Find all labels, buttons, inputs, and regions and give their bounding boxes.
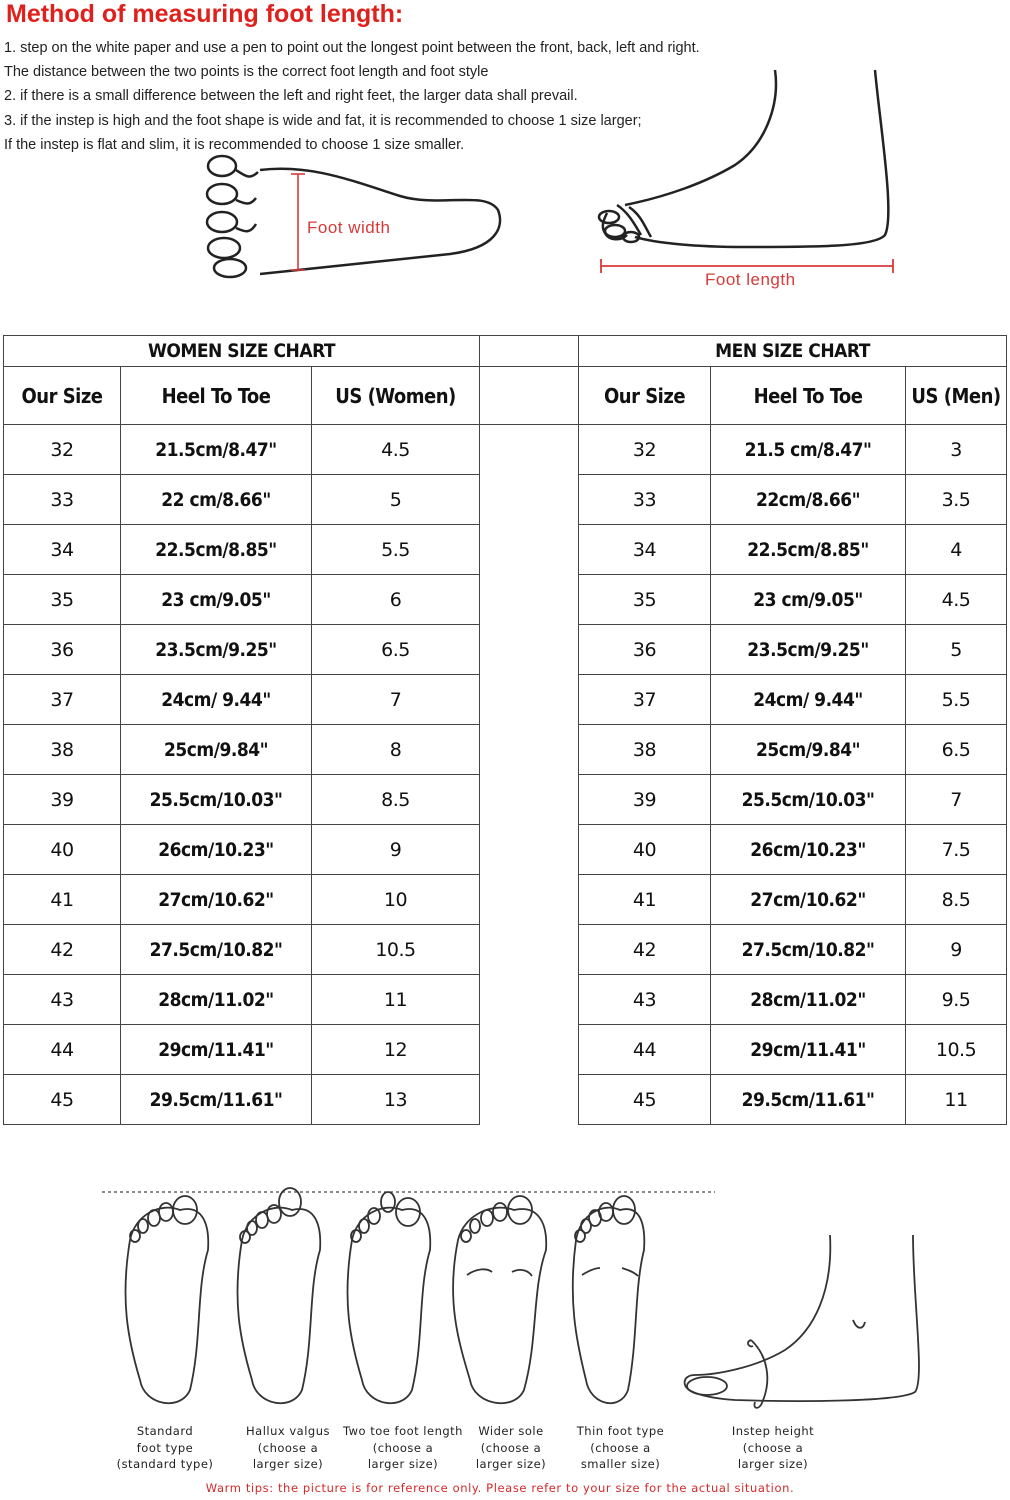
standard-foot-icon <box>125 1196 208 1403</box>
chart-separator <box>480 675 579 725</box>
chart-separator <box>480 975 579 1025</box>
size-chart-table <box>3 335 1007 1125</box>
chart-separator <box>480 475 579 525</box>
chart-separator <box>480 367 579 425</box>
page-title: Method of measuring foot length: <box>6 0 404 28</box>
column-header: Heel To Toe <box>121 367 312 425</box>
women-chart-title: WOMEN SIZE CHART <box>4 336 480 367</box>
column-header: Heel To Toe <box>711 367 906 425</box>
instruction-line: 1. step on the white paper and use a pen to point out the longest point between the front, back, left and right. <box>4 40 700 56</box>
table-cell: 29.5cm/11.61" <box>121 1075 312 1125</box>
instruction-line: 3. if the instep is high and the foot shape is wide and fat, it is recommended to choose 1 size larger; <box>4 112 642 129</box>
foot-type-label: Two toe foot length (choose a larger size) <box>343 1424 463 1471</box>
table-cell: 3.5 <box>906 475 1007 525</box>
table-cell: 6.5 <box>906 725 1007 775</box>
table-cell: 27cm/10.62" <box>711 875 906 925</box>
table-cell: 38 <box>4 725 121 775</box>
table-cell: 33 <box>4 475 121 525</box>
table-cell: 11 <box>312 975 480 1025</box>
table-cell: 24cm/ 9.44" <box>121 675 312 725</box>
table-cell: 25.5cm/10.03" <box>711 775 906 825</box>
table-cell: 32 <box>579 425 711 475</box>
column-header: Our Size <box>4 367 121 425</box>
table-cell: 10 <box>312 875 480 925</box>
table-row <box>4 725 1007 775</box>
table-cell: 21.5cm/8.47" <box>121 425 312 475</box>
table-cell: 23.5cm/9.25" <box>121 625 312 675</box>
table-cell: 27.5cm/10.82" <box>711 925 906 975</box>
table-cell: 35 <box>4 575 121 625</box>
table-row <box>4 1075 1007 1125</box>
instruction-line: If the instep is flat and slim, it is recommended to choose 1 size smaller. <box>4 136 465 153</box>
table-cell: 9.5 <box>906 975 1007 1025</box>
table-cell: 34 <box>4 525 121 575</box>
table-cell: 4.5 <box>906 575 1007 625</box>
table-cell: 27.5cm/10.82" <box>121 925 312 975</box>
table-row <box>4 575 1007 625</box>
table-cell: 43 <box>579 975 711 1025</box>
table-cell: 45 <box>4 1075 121 1125</box>
table-row <box>4 825 1007 875</box>
table-cell: 44 <box>579 1025 711 1075</box>
table-cell: 7 <box>906 775 1007 825</box>
chart-separator <box>480 875 579 925</box>
chart-separator <box>480 925 579 975</box>
table-cell: 5.5 <box>312 525 480 575</box>
table-cell: 40 <box>4 825 121 875</box>
chart-separator <box>480 825 579 875</box>
instruction-line: The distance between the two points is the correct foot length and foot style <box>4 64 489 81</box>
table-cell: 38 <box>579 725 711 775</box>
foot-type-label: Wider sole (choose a larger size) <box>475 1424 547 1471</box>
chart-separator <box>480 575 579 625</box>
table-cell: 22 cm/8.66" <box>121 475 312 525</box>
instruction-line: 2. if there is a small difference between the left and right feet, the larger data shall prevail. <box>4 88 578 105</box>
table-cell: 42 <box>579 925 711 975</box>
hallux-valgus-foot-icon <box>237 1188 320 1403</box>
chart-separator <box>480 425 579 475</box>
table-cell: 10.5 <box>906 1025 1007 1075</box>
men-chart-title: MEN SIZE CHART <box>579 336 1007 367</box>
table-cell: 9 <box>312 825 480 875</box>
table-row <box>4 675 1007 725</box>
table-cell: 29cm/11.41" <box>711 1025 906 1075</box>
table-cell: 35 <box>579 575 711 625</box>
table-cell: 39 <box>579 775 711 825</box>
column-header: Our Size <box>579 367 711 425</box>
table-cell: 21.5 cm/8.47" <box>711 425 906 475</box>
table-cell: 33 <box>579 475 711 525</box>
foot-types-diagram <box>100 1180 930 1420</box>
table-cell: 12 <box>312 1025 480 1075</box>
chart-separator <box>480 1025 579 1075</box>
table-cell: 45 <box>579 1075 711 1125</box>
table-row <box>4 875 1007 925</box>
table-cell: 22.5cm/8.85" <box>121 525 312 575</box>
table-cell: 8 <box>312 725 480 775</box>
foot-type-label: Thin foot type (choose a smaller size) <box>576 1424 665 1471</box>
table-cell: 5.5 <box>906 675 1007 725</box>
table-cell: 5 <box>906 625 1007 675</box>
table-row <box>4 425 1007 475</box>
chart-separator <box>480 525 579 575</box>
table-cell: 4 <box>906 525 1007 575</box>
table-row <box>4 775 1007 825</box>
table-cell: 25cm/9.84" <box>711 725 906 775</box>
column-header: US (Men) <box>906 367 1007 425</box>
table-cell: 43 <box>4 975 121 1025</box>
foot-type-label: Hallux valgus (choose a larger size) <box>246 1424 330 1471</box>
table-cell: 42 <box>4 925 121 975</box>
table-cell: 34 <box>579 525 711 575</box>
table-cell: 22.5cm/8.85" <box>711 525 906 575</box>
table-cell: 6.5 <box>312 625 480 675</box>
table-cell: 5 <box>312 475 480 525</box>
table-cell: 40 <box>579 825 711 875</box>
table-cell: 6 <box>312 575 480 625</box>
table-cell: 4.5 <box>312 425 480 475</box>
table-row <box>4 475 1007 525</box>
size-rows <box>4 425 1007 1125</box>
foot-width-label: Foot width <box>307 218 391 237</box>
table-cell: 23 cm/9.05" <box>711 575 906 625</box>
table-cell: 26cm/10.23" <box>711 825 906 875</box>
table-cell: 8.5 <box>312 775 480 825</box>
table-row <box>4 525 1007 575</box>
table-cell: 39 <box>4 775 121 825</box>
warm-tip: Warm tips: the picture is for reference only. Please refer to your size for the actual situation. <box>205 1481 795 1495</box>
table-cell: 24cm/ 9.44" <box>711 675 906 725</box>
foot-type-label: Standard foot type (standard type) <box>116 1424 214 1471</box>
column-header: US (Women) <box>312 367 480 425</box>
chart-separator <box>480 336 579 367</box>
table-cell: 3 <box>906 425 1007 475</box>
table-cell: 29cm/11.41" <box>121 1025 312 1075</box>
table-cell: 26cm/10.23" <box>121 825 312 875</box>
chart-separator <box>480 775 579 825</box>
table-cell: 44 <box>4 1025 121 1075</box>
wider-sole-foot-icon <box>453 1196 546 1403</box>
chart-separator <box>480 1075 579 1125</box>
foot-length-diagram <box>595 65 905 280</box>
table-row <box>4 625 1007 675</box>
thin-foot-icon <box>573 1196 645 1403</box>
table-cell: 23.5cm/9.25" <box>711 625 906 675</box>
table-cell: 22cm/8.66" <box>711 475 906 525</box>
table-cell: 25cm/9.84" <box>121 725 312 775</box>
table-cell: 23 cm/9.05" <box>121 575 312 625</box>
table-cell: 7 <box>312 675 480 725</box>
foot-width-diagram <box>200 150 510 280</box>
instep-height-foot-icon <box>685 1235 919 1408</box>
table-cell: 27cm/10.62" <box>121 875 312 925</box>
table-cell: 41 <box>4 875 121 925</box>
table-cell: 7.5 <box>906 825 1007 875</box>
table-cell: 37 <box>579 675 711 725</box>
table-cell: 28cm/11.02" <box>711 975 906 1025</box>
chart-separator <box>480 625 579 675</box>
table-cell: 8.5 <box>906 875 1007 925</box>
table-cell: 9 <box>906 925 1007 975</box>
foot-length-label: Foot length <box>705 270 796 289</box>
table-cell: 11 <box>906 1075 1007 1125</box>
foot-type-label: Instep height (choose a larger size) <box>731 1424 815 1471</box>
table-row <box>4 925 1007 975</box>
table-row <box>4 975 1007 1025</box>
table-cell: 28cm/11.02" <box>121 975 312 1025</box>
table-cell: 36 <box>4 625 121 675</box>
table-cell: 10.5 <box>312 925 480 975</box>
table-row <box>4 1025 1007 1075</box>
table-cell: 32 <box>4 425 121 475</box>
table-cell: 36 <box>579 625 711 675</box>
chart-separator <box>480 725 579 775</box>
table-cell: 41 <box>579 875 711 925</box>
table-cell: 37 <box>4 675 121 725</box>
table-cell: 25.5cm/10.03" <box>121 775 312 825</box>
table-cell: 13 <box>312 1075 480 1125</box>
table-cell: 29.5cm/11.61" <box>711 1075 906 1125</box>
two-toe-foot-icon <box>347 1192 430 1403</box>
